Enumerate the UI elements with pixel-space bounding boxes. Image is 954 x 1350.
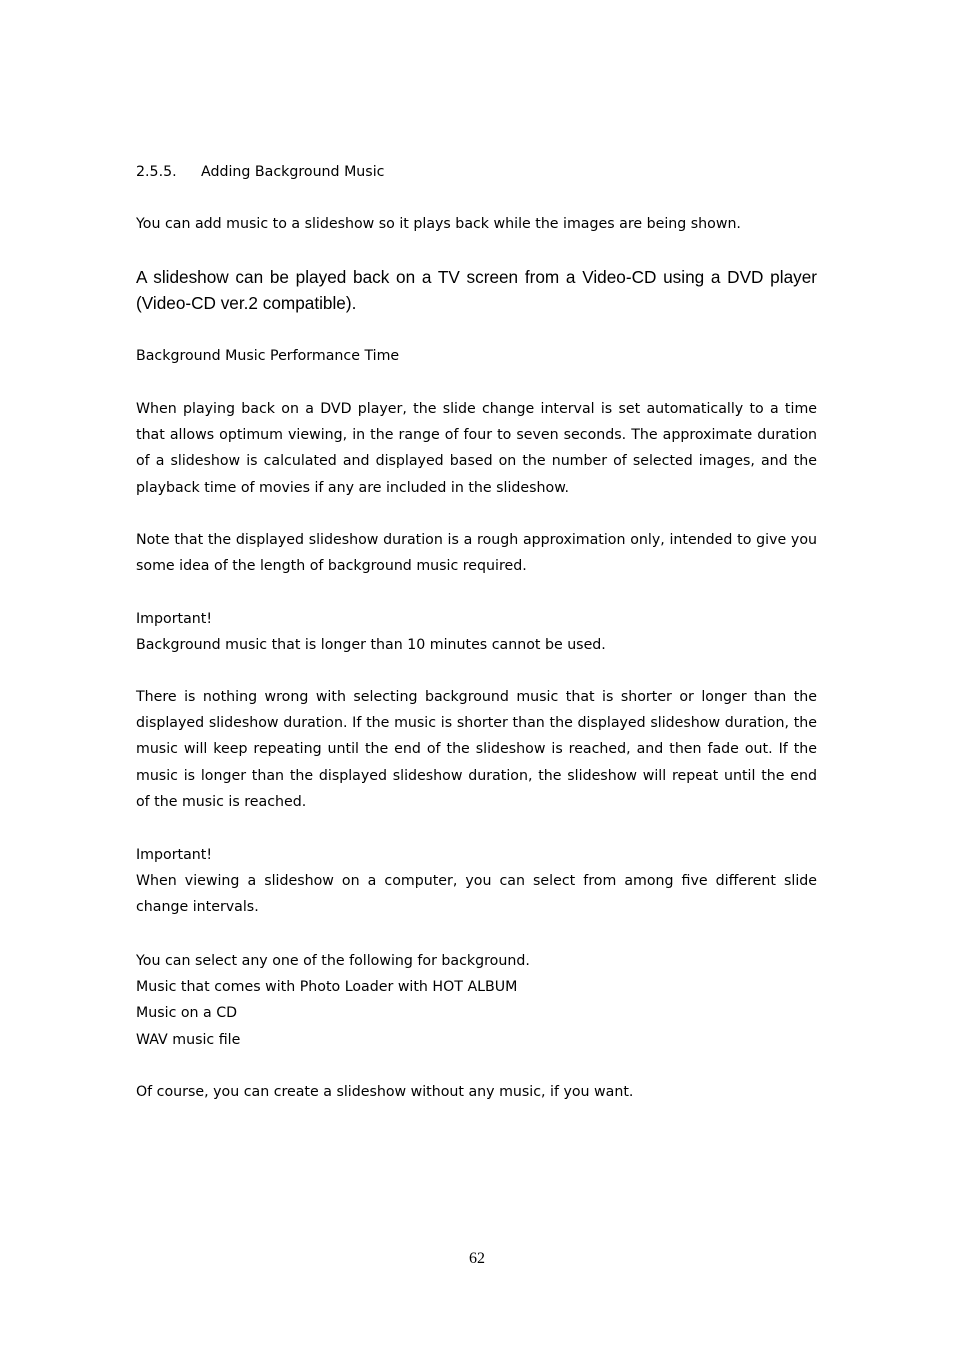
performance-time-heading: Background Music Performance Time [136,348,400,364]
options-intro: You can select any one of the following for background. [136,953,530,969]
important-label: Important! [136,847,213,863]
no-music-paragraph: Of course, you can create a slideshow without any music, if you want. [136,1084,634,1100]
list-item: WAV music file [136,1031,241,1048]
dvd-interval-paragraph: When playing back on a DVD player, the slide change interval is set automatically to a time that allows optimum viewing, in the range of four to seven seconds. The approximate duration of a slideshow is calculated and displayed based on the number of selected images, and the playback time of movies if any are included in the slideshow. [136,401,817,496]
duration-note-paragraph: Note that the displayed slideshow duration is a rough approximation only, intended to give you some idea of the length of background music required. [136,532,817,575]
list-item: Music on a CD [136,1005,238,1022]
section-heading [136,159,384,185]
music-options-list [136,948,817,1053]
section-title: Adding Background Music [201,164,385,180]
list-item: Music that comes with Photo Loader with HOT ALBUM [136,979,518,996]
music-length-paragraph: There is nothing wrong with selecting background music that is shorter or longer than the displayed slideshow duration. If the music is shorter than the displayed slideshow duration, the music will keep repeating until the end of the slideshow is reached, and then fade out. If the music is longer than the displayed slideshow duration, the slideshow will repeat until the end of the music is reached. [136,689,817,810]
important-label: Important! [136,611,213,627]
section-number: 2.5.5. [136,164,177,180]
tv-playback-paragraph: A slideshow can be played back on a TV screen from a Video-CD using a DVD player (Video-CD ver.2 compatible). [136,267,817,313]
page-number: 62 [469,1250,485,1267]
important-text: Background music that is longer than 10 minutes cannot be used. [136,637,606,654]
important-note-1 [136,606,817,658]
important-note-2 [136,842,817,921]
intro-paragraph: You can add music to a slideshow so it plays back while the images are being shown. [136,216,741,232]
important-text: When viewing a slideshow on a computer, you can select from among five different slide change intervals. [136,873,817,916]
